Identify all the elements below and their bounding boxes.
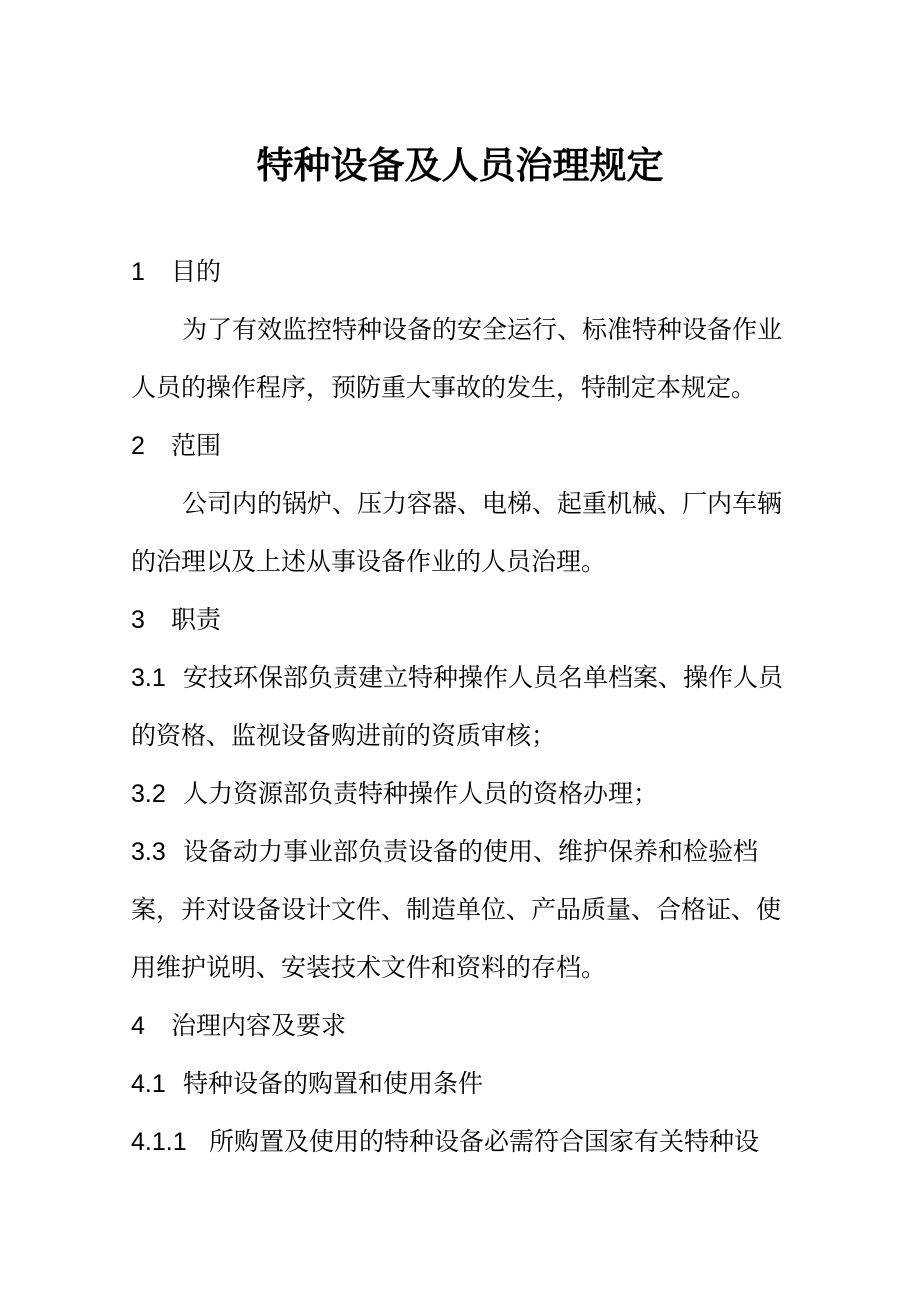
clause-text: 设备动力事业部负责设备的使用、维护保养和检验档	[183, 837, 759, 866]
paragraph-line: 用维护说明、安装技术文件和资料的存档。	[131, 953, 607, 982]
section-heading-4	[131, 1009, 346, 1043]
clause-text: 安技环保部负责建立特种操作人员名单档案、操作人员	[183, 663, 784, 692]
section-heading-3	[131, 603, 221, 637]
paragraph-line: 为了有效监控特种设备的安全运行、标准特种设备作业	[182, 315, 783, 344]
paragraph-line: 的资格、监视设备购进前的资质审核；	[131, 721, 557, 750]
clause-text: 所购置及使用的特种设备必需符合国家有关特种设	[209, 1127, 760, 1156]
clause-number: 4.1	[131, 1070, 166, 1098]
section-title: 范围	[171, 431, 222, 460]
page-title: 特种设备及人员治理规定	[256, 143, 664, 187]
clause-number: 3.2	[131, 780, 166, 808]
subsection-heading-4-1	[131, 1067, 483, 1101]
clause-text: 特种设备的购置和使用条件	[183, 1069, 484, 1098]
duty-item-3-2	[131, 777, 658, 811]
clause-number: 4.1.1	[131, 1128, 187, 1156]
section-number: 4	[131, 1012, 145, 1040]
paragraph-line: 的治理以及上述从事设备作业的人员治理。	[131, 547, 607, 576]
clause-number: 3.1	[131, 664, 166, 692]
section-title: 目的	[171, 257, 222, 286]
section-number: 2	[131, 432, 145, 460]
duty-item-3-1	[131, 661, 783, 695]
duty-item-3-3	[131, 835, 758, 869]
section-heading-1	[131, 255, 221, 289]
section-title: 职责	[171, 605, 222, 634]
section-number: 3	[131, 606, 145, 634]
section-title: 治理内容及要求	[171, 1011, 347, 1040]
section-number: 1	[131, 258, 145, 286]
paragraph-line: 公司内的锅炉、压力容器、电梯、起重机械、厂内车辆	[182, 489, 783, 518]
clause-text: 人力资源部负责特种操作人员的资格办理；	[183, 779, 659, 808]
section-heading-2	[131, 429, 221, 463]
clause-4-1-1	[131, 1125, 759, 1159]
paragraph-line: 人员的操作程序，预防重大事故的发生，特制定本规定。	[131, 373, 757, 402]
paragraph-line: 案，并对设备设计文件、制造单位、产品质量、合格证、使	[131, 895, 782, 924]
clause-number: 3.3	[131, 838, 166, 866]
